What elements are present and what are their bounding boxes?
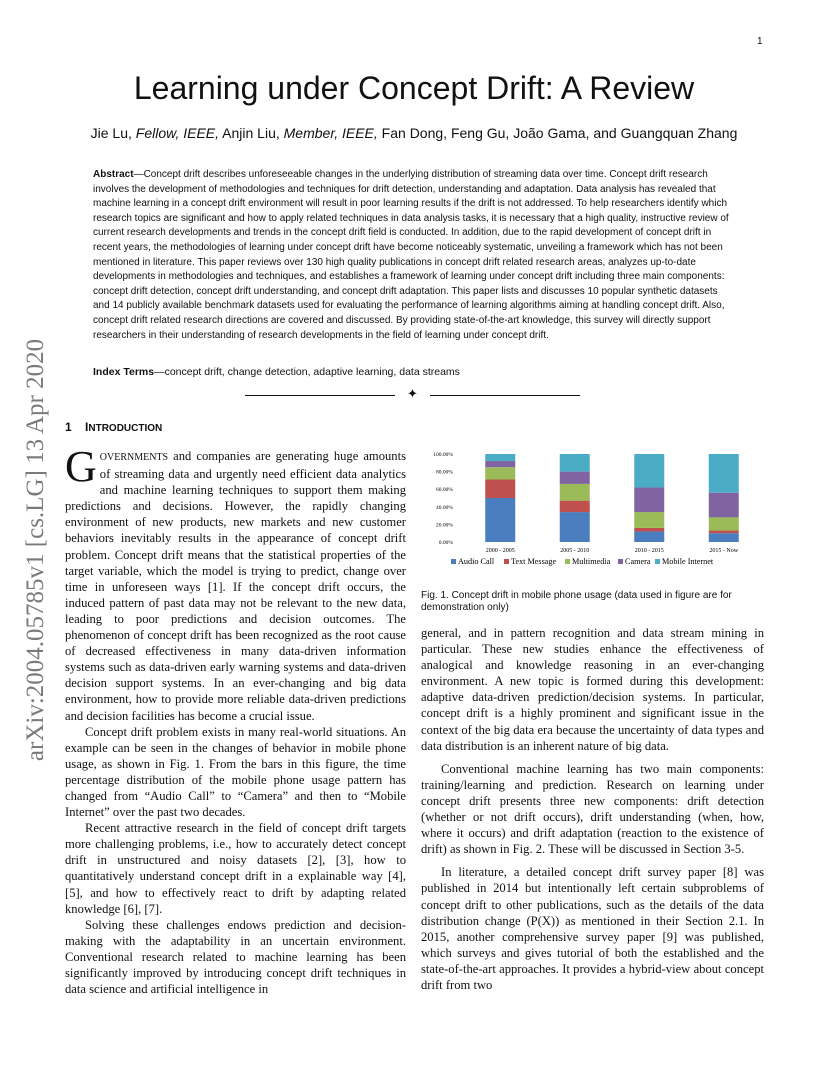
bar-segment [485,498,515,542]
bar-segment [709,531,739,534]
section-title-initial: I [85,420,89,434]
legend-label: Audio Call [458,557,495,566]
figure-1-chart [421,448,766,573]
paragraph-3: Recent attractive research in the field of concept drift targets more challenging problems, i.e., how to accurately detect concept drift in unstructured and noisy datasets [2], [3], how to quantitatively understand concept drift in a explainable way [4], [5], and how to effectively react to drift by adapting related knowledge [6], [7]. [65,821,406,916]
bar-segment [560,512,590,542]
first-word-smallcaps: OVERNMENTS [99,452,169,463]
paragraph-1-text: and companies are generating huge amounts of streaming data and urgently need efficient data analytics and machine learning techniques to support them making predictions and decisions. However, the rapidly changing environment of new products, new markets and new customer behaviors inevitably results in the appearance of concept drift problem. Concept drift means that the statistical properties of the target variable, which the model is trying to predict, change over time in unforeseen ways [1]. If the concept drift occurs, the induced pattern of past data may not be relevant to the new data, leading to poor predictions and decision outcomes. The phenomenon of concept drift has been recognized as the root cause of decreased effectiveness in many data-driven information systems such as data-driven early warning systems and data-driven decision support systems. In an ever-changing and big data environment, how to provide more reliable data-driven predictions and decision facilities has become a crucial issue. [65,449,406,723]
right-paragraph-2: Conventional machine learning has two main components: training/learning and prediction. Research on learning under concept drift presents three new components: drift detection (whether or not drift occurs), drift understanding (when, how, where it occurs) and drift adaptation (reaction to the existence of drift) as shown in Fig. 2. These will be discussed in Section 3-5. [421,761,764,857]
abstract [93,168,735,343]
legend-swatch [655,559,660,564]
section-heading [65,420,162,434]
bar-segment [634,487,664,512]
paper-title: Learning under Concept Drift: A Review [133,70,695,106]
section-number: 1 [65,420,72,434]
legend-label: Camera [625,557,651,566]
legend-label: Text Message [511,557,557,566]
left-column [65,442,406,997]
right-paragraph-1: general, and in pattern recognition and data stream mining in particular. These new studies enhance the effectiveness of analogical and knowledge reasoning in an ever-changing environment. A new topic is formed during this development: adaptive data-driven prediction/decision systems. In particular, concept drift is a highly prominent and significant issue in the context of the big data era because the uncertainty of data types and data distribution is an inherent nature of big data. [421,626,764,753]
y-tick-label: 80.00% [436,469,453,476]
bar-segment [485,454,515,461]
bar-segment [709,454,739,493]
y-tick-label: 100.00% [433,452,453,458]
bar-segment [709,517,739,530]
x-tick-label: 2000 - 2005 [485,548,515,554]
bar-segment [485,480,515,498]
other-authors: Fan Dong, Feng Gu, João Gama, and Guangquan Zhang [377,125,738,141]
bar-segment [634,454,664,487]
bar-segment [709,493,739,518]
bar-segment [560,472,590,484]
x-tick-label: 2015 - Now [709,548,739,554]
index-terms-text: —concept drift, change detection, adaptive learning, data streams [154,366,460,378]
index-terms-label: Index Terms [93,366,155,378]
author-2: Anjin Liu, [219,125,284,141]
paragraph-2: Concept drift problem exists in many real-world situations. An example can be seen in the changes of behavior in mobile phone usage, as shown in Fig. 1. From the bars in this figure, the time percentage distribution of the mobile phone usage pattern has changed from “Audio Call” to “Camera” and then to “Mobile Internet” over the past two decades. [65,724,406,820]
legend-swatch [504,559,509,564]
bar-segment [560,484,590,501]
legend-label: Mobile Internet [662,557,714,566]
arxiv-stamp-text: arXiv:2004.05785v1 [cs.LG] 13 Apr 2020 [22,338,49,762]
legend-swatch [618,559,623,564]
y-tick-label: 40.00% [436,504,453,511]
divider-star-icon: ✦ [407,386,418,401]
drop-cap: G [65,442,97,491]
paragraph-1 [65,442,406,724]
author-2-role: Member, IEEE, [283,125,378,141]
right-column [421,625,764,993]
abstract-text: —Concept drift describes unforeseeable changes in the underlying distribution of streaming data over time. Concept drift research involves the development of methodologies and techniques for drift detection, understanding and adaptation. Data analysis has revealed that machine learning in a concept drift environment will result in poor learning results if the drift is not addressed. To help researchers identify which research topics are significant and how to apply related techniques in data analysis tasks, it is necessary that a high quality, instructive review of current research developments and trends in the concept drift field is conducted. In addition, due to the rapid development of concept drift in recent years, the methodologies of learning under concept drift have become noticeably systematic, unveiling a framework which has not been mentioned in literature. This paper reviews over 130 high quality publications in concept drift related research areas, analyzes up-to-date developments in methodologies and techniques, and establishes a framework of learning under concept drift including three main components: concept drift detection, concept drift understanding, and concept drift adaptation. This paper lists and discusses 10 popular synthetic datasets and 14 publicly available benchmark datasets used for evaluating the performance of learning algorithms aiming at handling concept drift. Also, concept drift related research directions are covered and discussed. By providing state-of-the-art knowledge, this survey will directly support researchers in their understanding of research developments in the field of learning under concept drift. [93,169,729,341]
legend-label: Multimedia [572,557,611,566]
author-list [0,125,828,141]
arxiv-stamp [6,290,66,810]
bar-segment [485,467,515,479]
divider-line-right [430,395,580,396]
author-1: Jie Lu, [90,125,136,141]
legend-swatch [565,559,570,564]
x-tick-label: 2005 - 2010 [560,548,590,554]
bar-segment [709,533,739,542]
abstract-label: Abstract [93,169,134,180]
y-tick-label: 60.00% [436,487,453,494]
y-tick-label: 0.00% [438,540,453,546]
bar-segment [560,501,590,512]
author-1-role: Fellow, IEEE, [135,125,220,141]
paragraph-4: Solving these challenges endows prediction and decision-making with the adaptability in an uncertain environment. Conventional research related to machine learning has been significantly improved by introducing concept drift techniques in data science and artificial intelligence in [65,917,406,997]
page-number: 1 [757,36,763,47]
figure-caption: Fig. 1. Concept drift in mobile phone usage (data used in figure are for demonstration only) [421,590,732,613]
section-divider [245,387,585,403]
bar-segment [634,531,664,542]
bar-segment [560,454,590,472]
x-tick-label: 2010 - 2015 [634,548,664,554]
index-terms [93,366,735,378]
y-tick-label: 20.00% [436,522,453,529]
divider-line-left [245,395,395,396]
bar-segment [485,461,515,467]
bar-segment [634,528,664,532]
legend-swatch [451,559,456,564]
right-paragraph-3: In literature, a detailed concept drift survey paper [8] was published in 2014 but intentionally left certain subproblems of concept drift to other publications, such as the details of the data distribution change (P(X)) as mentioned in their Section 2.1. In 2015, another comprehensive survey paper [9] was published, which surveys and gives tutorial of both the established and the state-of-the-art approaches. It provides a hybrid-view about concept drift from two [421,865,764,992]
bar-segment [634,512,664,528]
section-title-rest: NTRODUCTION [88,423,163,434]
